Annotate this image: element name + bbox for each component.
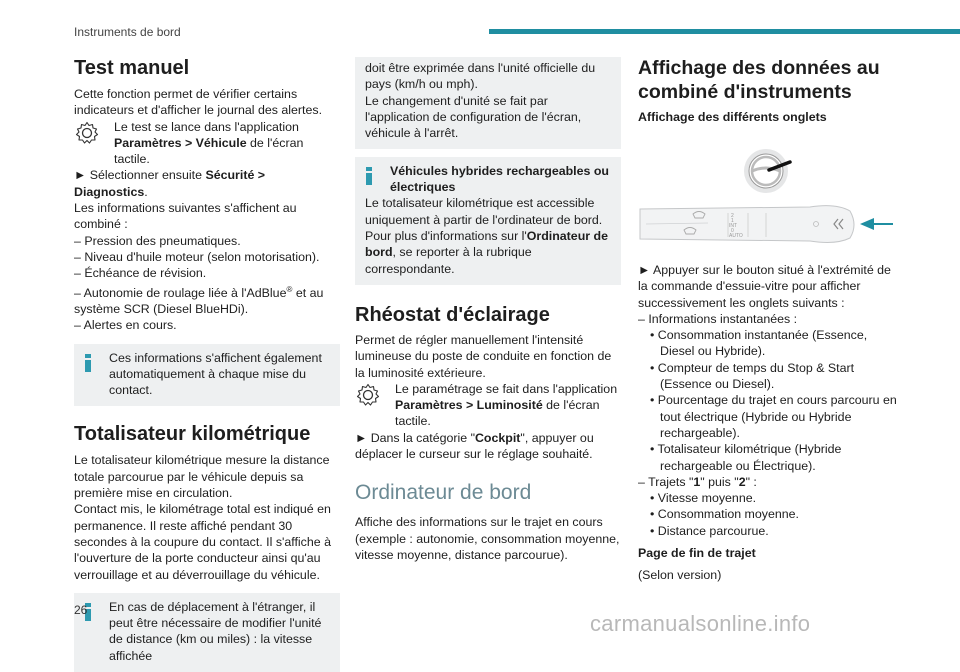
info-icon — [366, 167, 372, 185]
info-note — [74, 344, 340, 407]
test-gear-text1: Le test se lance dans l'application — [114, 119, 299, 134]
end-trip-title: Page de fin de trajet — [638, 546, 756, 561]
list-item: – Pression des pneumatiques. — [74, 233, 241, 248]
rheostat-settings-line: Le paramétrage se fait dans l'application Paramètres > Luminosité de l'écran tactile. — [355, 381, 621, 430]
list-item: • Consommation instantanée (Essence, Diesel ou Hybride). — [650, 328, 868, 359]
stalk-label: 1 — [731, 218, 734, 224]
test-gear-bold: Paramètres > Véhicule — [114, 135, 247, 150]
note-text: Le changement d'unité se fait par l'application de configuration de l'écran, véhicule à l'arrêt. — [365, 93, 582, 141]
page-number: 26 — [74, 603, 88, 617]
list-item: – Échéance de révision. — [74, 266, 207, 281]
list-item: – Alertes en cours. — [74, 318, 177, 333]
watermark: carmanualsonline.info — [590, 611, 811, 636]
computer-title: Ordinateur de bord — [355, 481, 532, 505]
list-item: • Pourcentage du trajet en cours parcouru en tout électrique (Hybride ou Hybride rechargeable). — [650, 393, 897, 440]
info-note-continued — [355, 57, 621, 149]
list-item: • Consommation moyenne. — [650, 507, 799, 522]
arrow-left-icon — [860, 218, 893, 230]
list-item: • Distance parcourue. — [650, 523, 769, 538]
test-gear-text2: de l'écran tactile. — [114, 135, 304, 167]
info-note — [74, 593, 340, 672]
header-accent-bar — [489, 29, 960, 34]
note-text: doit être exprimée dans l'unité officielle du pays (km/h ou mph). — [365, 61, 596, 92]
trips-title: – Trajets "1" puis "2" : — [638, 474, 757, 489]
test-intro: Cette fonction permet de vérifier certains indicateurs et d'afficher le journal des alertes. — [74, 87, 323, 118]
gear-icon — [355, 382, 381, 408]
section-header-title: Instruments de bord — [74, 25, 181, 39]
note-text: Ces informations s'affichent également automatiquement à chaque mise du contact. — [109, 350, 322, 398]
column-2 — [355, 57, 621, 563]
note-text: En cas de déplacement à l'étranger, il peut être nécessaire de modifier l'unité de distance (km ou miles) : la vitesse affichée — [109, 599, 322, 663]
rheostat-title: Rhéostat d'éclairage — [355, 303, 550, 326]
info-icon — [85, 354, 91, 372]
hybrid-note — [355, 157, 621, 284]
stalk-step: ► Appuyer sur le bouton situé à l'extrémité de la commande d'essuie-vitre pour afficher successivement les onglets suivants : — [638, 263, 891, 310]
instant-info-title: – Informations instantanées : — [638, 311, 798, 326]
stalk-label: 0 — [731, 228, 734, 234]
column-3 — [638, 56, 900, 583]
odometer-title: Totalisateur kilométrique — [74, 423, 311, 446]
rheostat-step: ► Dans la catégorie "Cockpit", appuyer ou déplacer le curseur sur le réglage souhaité. — [355, 430, 594, 462]
list-item: • Vitesse moyenne. — [650, 491, 757, 506]
display-subtitle: Affichage des différents onglets — [638, 110, 827, 124]
wiper-stalk-illustration — [638, 131, 900, 256]
hybrid-p1: Le totalisateur kilométrique est accessible uniquement à partir de l'ordinateur de bord. — [365, 196, 603, 227]
odometer-p2: Contact mis, le kilométrage total est indiqué en permanence. Il reste affiché pendant 30 secondes à la coupure du contact. Il s'affiche à l'ouverture de la porte conducteur ainsi qu'au verrouillage et au déverrouillage du véhicule. — [74, 502, 331, 582]
list-item: • Totalisateur kilométrique (Hybride rechargeable ou Électrique). — [650, 442, 842, 473]
test-title: Test manuel — [74, 57, 190, 79]
list-item: – Niveau d'huile moteur (selon motorisation). — [74, 249, 320, 264]
list-item: • Compteur de temps du Stop & Start (Essence ou Diesel). — [650, 360, 855, 392]
display-title: Affichage des données au combiné d'instruments — [638, 57, 880, 103]
wiper-stalk-icon — [640, 206, 854, 243]
stalk-label: 2 — [731, 213, 734, 219]
odometer-p1: Le totalisateur kilométrique mesure la distance totale parcourue par le véhicule depuis sa première mise en circulation. — [74, 453, 330, 501]
hybrid-p2: Pour plus d'informations sur l'Ordinateur de bord, se reporter à la rubrique correspondante. — [365, 229, 608, 276]
info-intro: Les informations suivantes s'affichent au combiné : — [74, 201, 297, 232]
list-item: – Autonomie de roulage liée à l'AdBlue® et au système SCR (Diesel BlueHDi). — [74, 284, 324, 316]
column-1 — [74, 56, 340, 672]
computer-p: Affiche des informations sur le trajet en cours (exemple : autonomie, consommation moyenne, vitesse moyenne, distance parcourue). — [355, 515, 620, 562]
hybrid-title: Véhicules hybrides rechargeables ou électriques — [390, 164, 609, 195]
stalk-label: INT — [729, 223, 738, 229]
end-trip-note: (Selon version) — [638, 568, 722, 583]
gear-icon — [74, 120, 100, 146]
test-settings-line — [74, 119, 340, 168]
test-step: ► Sélectionner ensuite Sécurité > Diagnostics. — [74, 168, 266, 199]
stalk-label: AUTO — [729, 233, 743, 239]
rheostat-p: Permet de régler manuellement l'intensité lumineuse du poste de conduite en fonction de la luminosité extérieure. — [355, 332, 612, 380]
steering-wheel-icon — [744, 149, 790, 193]
